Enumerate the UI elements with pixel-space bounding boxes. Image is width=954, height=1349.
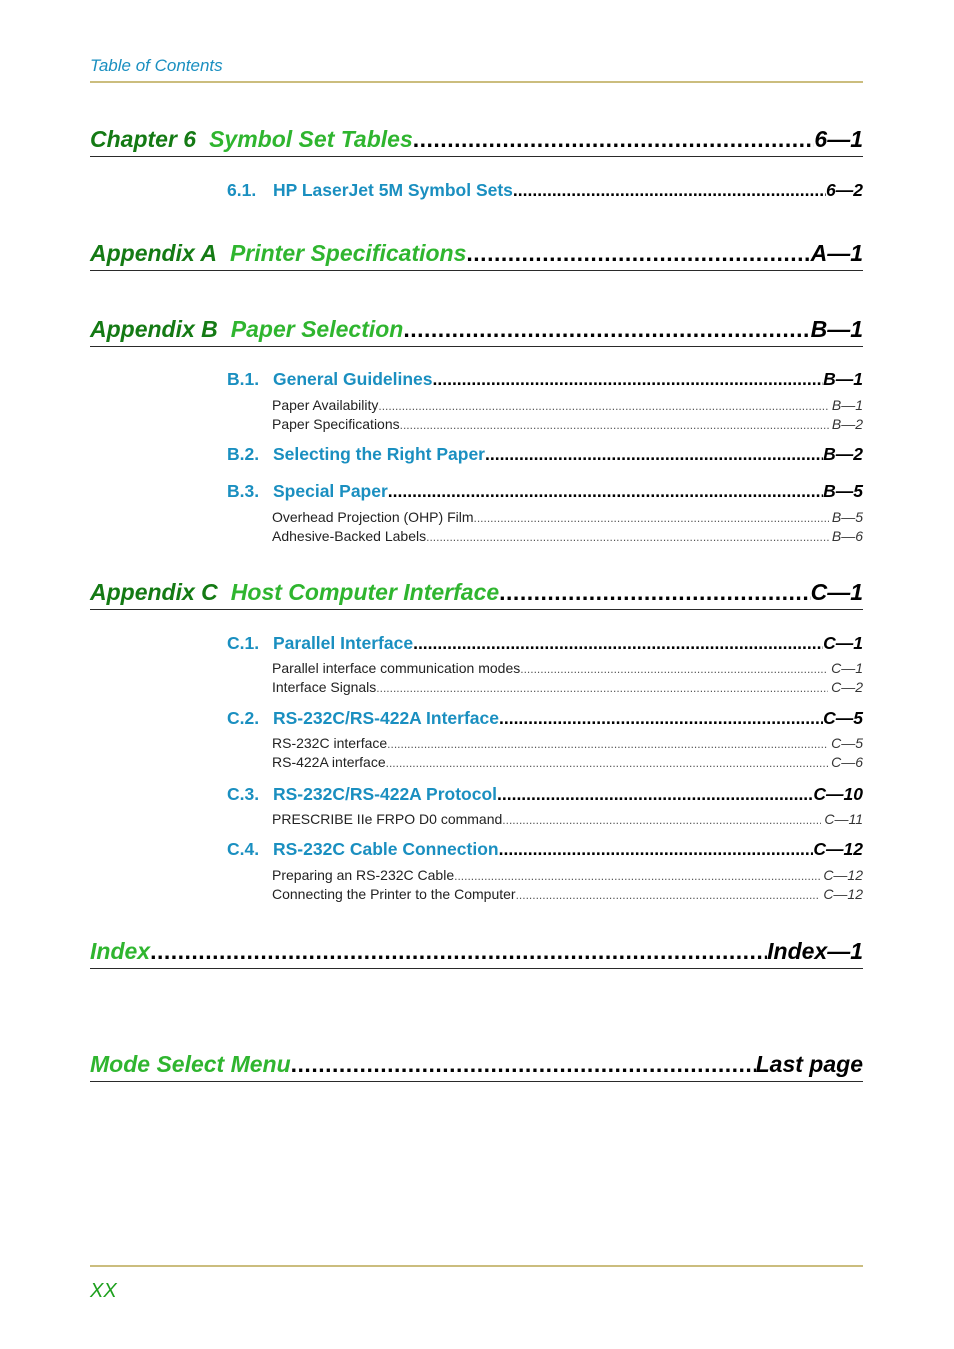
toc-subentry[interactable] (272, 754, 863, 770)
entry-title: Mode Select Menu (90, 1051, 291, 1077)
dot-leader (499, 708, 823, 729)
entry-title: RS-232C/RS-422A Protocol (273, 784, 497, 804)
dot-leader (150, 938, 767, 965)
dot-leader (474, 511, 829, 525)
toc-entry-b-3[interactable] (227, 481, 863, 502)
dot-leader (520, 662, 828, 676)
entry-page: C—1 (823, 633, 863, 653)
entry-page: C—1 (810, 579, 863, 605)
dot-leader (499, 839, 814, 860)
entry-title: RS-232C Cable Connection (273, 839, 499, 859)
dot-leader (413, 126, 815, 153)
dot-leader (387, 737, 828, 751)
toc-entry-b-2[interactable] (227, 444, 863, 465)
entry-page: A—1 (810, 240, 863, 266)
entry-title: Parallel interface communication modes (272, 660, 521, 676)
entry-number: C.4. (227, 839, 260, 859)
entry-page: C—6 (831, 754, 863, 770)
entry-title: RS-422A interface (272, 754, 386, 770)
entry-page: Index—1 (767, 938, 863, 964)
entry-page: B—2 (823, 444, 863, 464)
toc-entry-appendix-a[interactable] (90, 240, 863, 271)
toc-entry-mode-select-menu[interactable] (90, 1051, 863, 1082)
entry-number: C.2. (227, 708, 260, 728)
dot-leader (513, 180, 826, 201)
entry-title: Paper Selection (230, 316, 404, 342)
entry-title: PRESCRIBE IIe FRPO D0 command (272, 811, 503, 827)
toc-entry-chapter-6[interactable] (90, 126, 863, 157)
entry-page: C—1 (831, 660, 863, 676)
dot-leader (499, 579, 810, 606)
dot-leader (291, 1051, 756, 1078)
entry-number: Chapter 6 (90, 126, 197, 152)
entry-title: RS-232C interface (272, 735, 388, 751)
entry-page: 6—1 (814, 126, 863, 152)
dot-leader (403, 316, 810, 343)
entry-page: Last page (755, 1051, 863, 1077)
entry-title: Connecting the Printer to the Computer (272, 886, 516, 902)
dot-leader (386, 756, 828, 770)
toc-subentry[interactable] (272, 397, 863, 413)
entry-title: General Guidelines (273, 369, 433, 389)
toc-subentry[interactable] (272, 660, 863, 676)
entry-title: HP LaserJet 5M Symbol Sets (273, 180, 513, 200)
toc-entry-c-1[interactable] (227, 633, 863, 654)
toc-subentry[interactable] (272, 867, 863, 883)
header-rule (90, 81, 863, 83)
entry-title: Adhesive-Backed Labels (272, 528, 427, 544)
dot-leader (454, 869, 820, 883)
dot-leader (485, 444, 823, 465)
entry-number: Appendix A (90, 240, 217, 266)
dot-leader (400, 418, 829, 432)
dot-leader (433, 369, 824, 390)
dot-leader (388, 481, 823, 502)
page-number: XX (90, 1280, 117, 1302)
dot-leader (466, 240, 810, 267)
entry-page: C—12 (823, 886, 863, 902)
entry-page: B—5 (823, 481, 863, 501)
entry-page: B—6 (831, 528, 863, 544)
entry-number: C.3. (227, 784, 260, 804)
toc-entry-index[interactable] (90, 938, 863, 969)
entry-number: C.1. (227, 633, 260, 653)
entry-title: Index (90, 938, 151, 964)
toc-subentry[interactable] (272, 416, 863, 432)
toc-subentry[interactable] (272, 811, 863, 827)
dot-leader (376, 681, 828, 695)
entry-page: B—1 (823, 369, 863, 389)
entry-page: C—5 (823, 708, 863, 728)
toc-subentry[interactable] (272, 886, 863, 902)
entry-page: C—5 (831, 735, 863, 751)
toc-entry-6-1[interactable] (227, 180, 863, 201)
dot-leader (426, 530, 829, 544)
dot-leader (378, 399, 829, 413)
entry-page: B—2 (831, 416, 863, 432)
toc-subentry[interactable] (272, 528, 863, 544)
entry-page: B—1 (810, 316, 863, 342)
entry-title: Paper Specifications (272, 416, 400, 432)
entry-number: Appendix B (90, 316, 218, 342)
entry-page: C—11 (824, 811, 863, 827)
toc-entry-appendix-b[interactable] (90, 316, 863, 347)
footer-rule (90, 1265, 863, 1267)
entry-title: Printer Specifications (229, 240, 467, 266)
entry-page: 6—2 (826, 180, 863, 200)
entry-title: Interface Signals (272, 679, 377, 695)
entry-title: Parallel Interface (273, 633, 414, 653)
dot-leader (502, 813, 821, 827)
entry-title: Paper Availability (272, 397, 379, 413)
dot-leader (497, 784, 813, 805)
entry-page: B—5 (831, 509, 863, 525)
toc-entry-c-3[interactable] (227, 784, 863, 805)
toc-entry-c-2[interactable] (227, 708, 863, 729)
toc-entry-c-4[interactable] (227, 839, 863, 860)
toc-subentry[interactable] (272, 735, 863, 751)
entry-title: Host Computer Interface (230, 579, 500, 605)
toc-subentry[interactable] (272, 679, 863, 695)
entry-number: 6.1. (227, 180, 257, 200)
entry-page: C—10 (813, 784, 863, 804)
entry-number: B.3. (227, 481, 260, 501)
entry-title: Special Paper (273, 481, 388, 501)
entry-page: C—12 (823, 867, 863, 883)
entry-title: RS-232C/RS-422A Interface (273, 708, 499, 728)
entry-title: Overhead Projection (OHP) Film (272, 509, 474, 525)
dot-leader (413, 633, 823, 654)
entry-number: B.1. (227, 369, 260, 389)
entry-page: C—2 (831, 679, 863, 695)
entry-title: Selecting the Right Paper (273, 444, 485, 464)
running-header: Table of Contents (90, 56, 223, 75)
entry-number: B.2. (227, 444, 260, 464)
entry-title: Preparing an RS-232C Cable (272, 867, 455, 883)
toc-subentry[interactable] (272, 509, 863, 525)
entry-page: B—1 (831, 397, 863, 413)
toc-entry-appendix-c[interactable] (90, 579, 863, 610)
entry-number: Appendix C (90, 579, 218, 605)
dot-leader (516, 888, 821, 902)
entry-title: Symbol Set Tables (209, 126, 413, 152)
entry-page: C—12 (813, 839, 863, 859)
toc-entry-b-1[interactable] (227, 369, 863, 390)
